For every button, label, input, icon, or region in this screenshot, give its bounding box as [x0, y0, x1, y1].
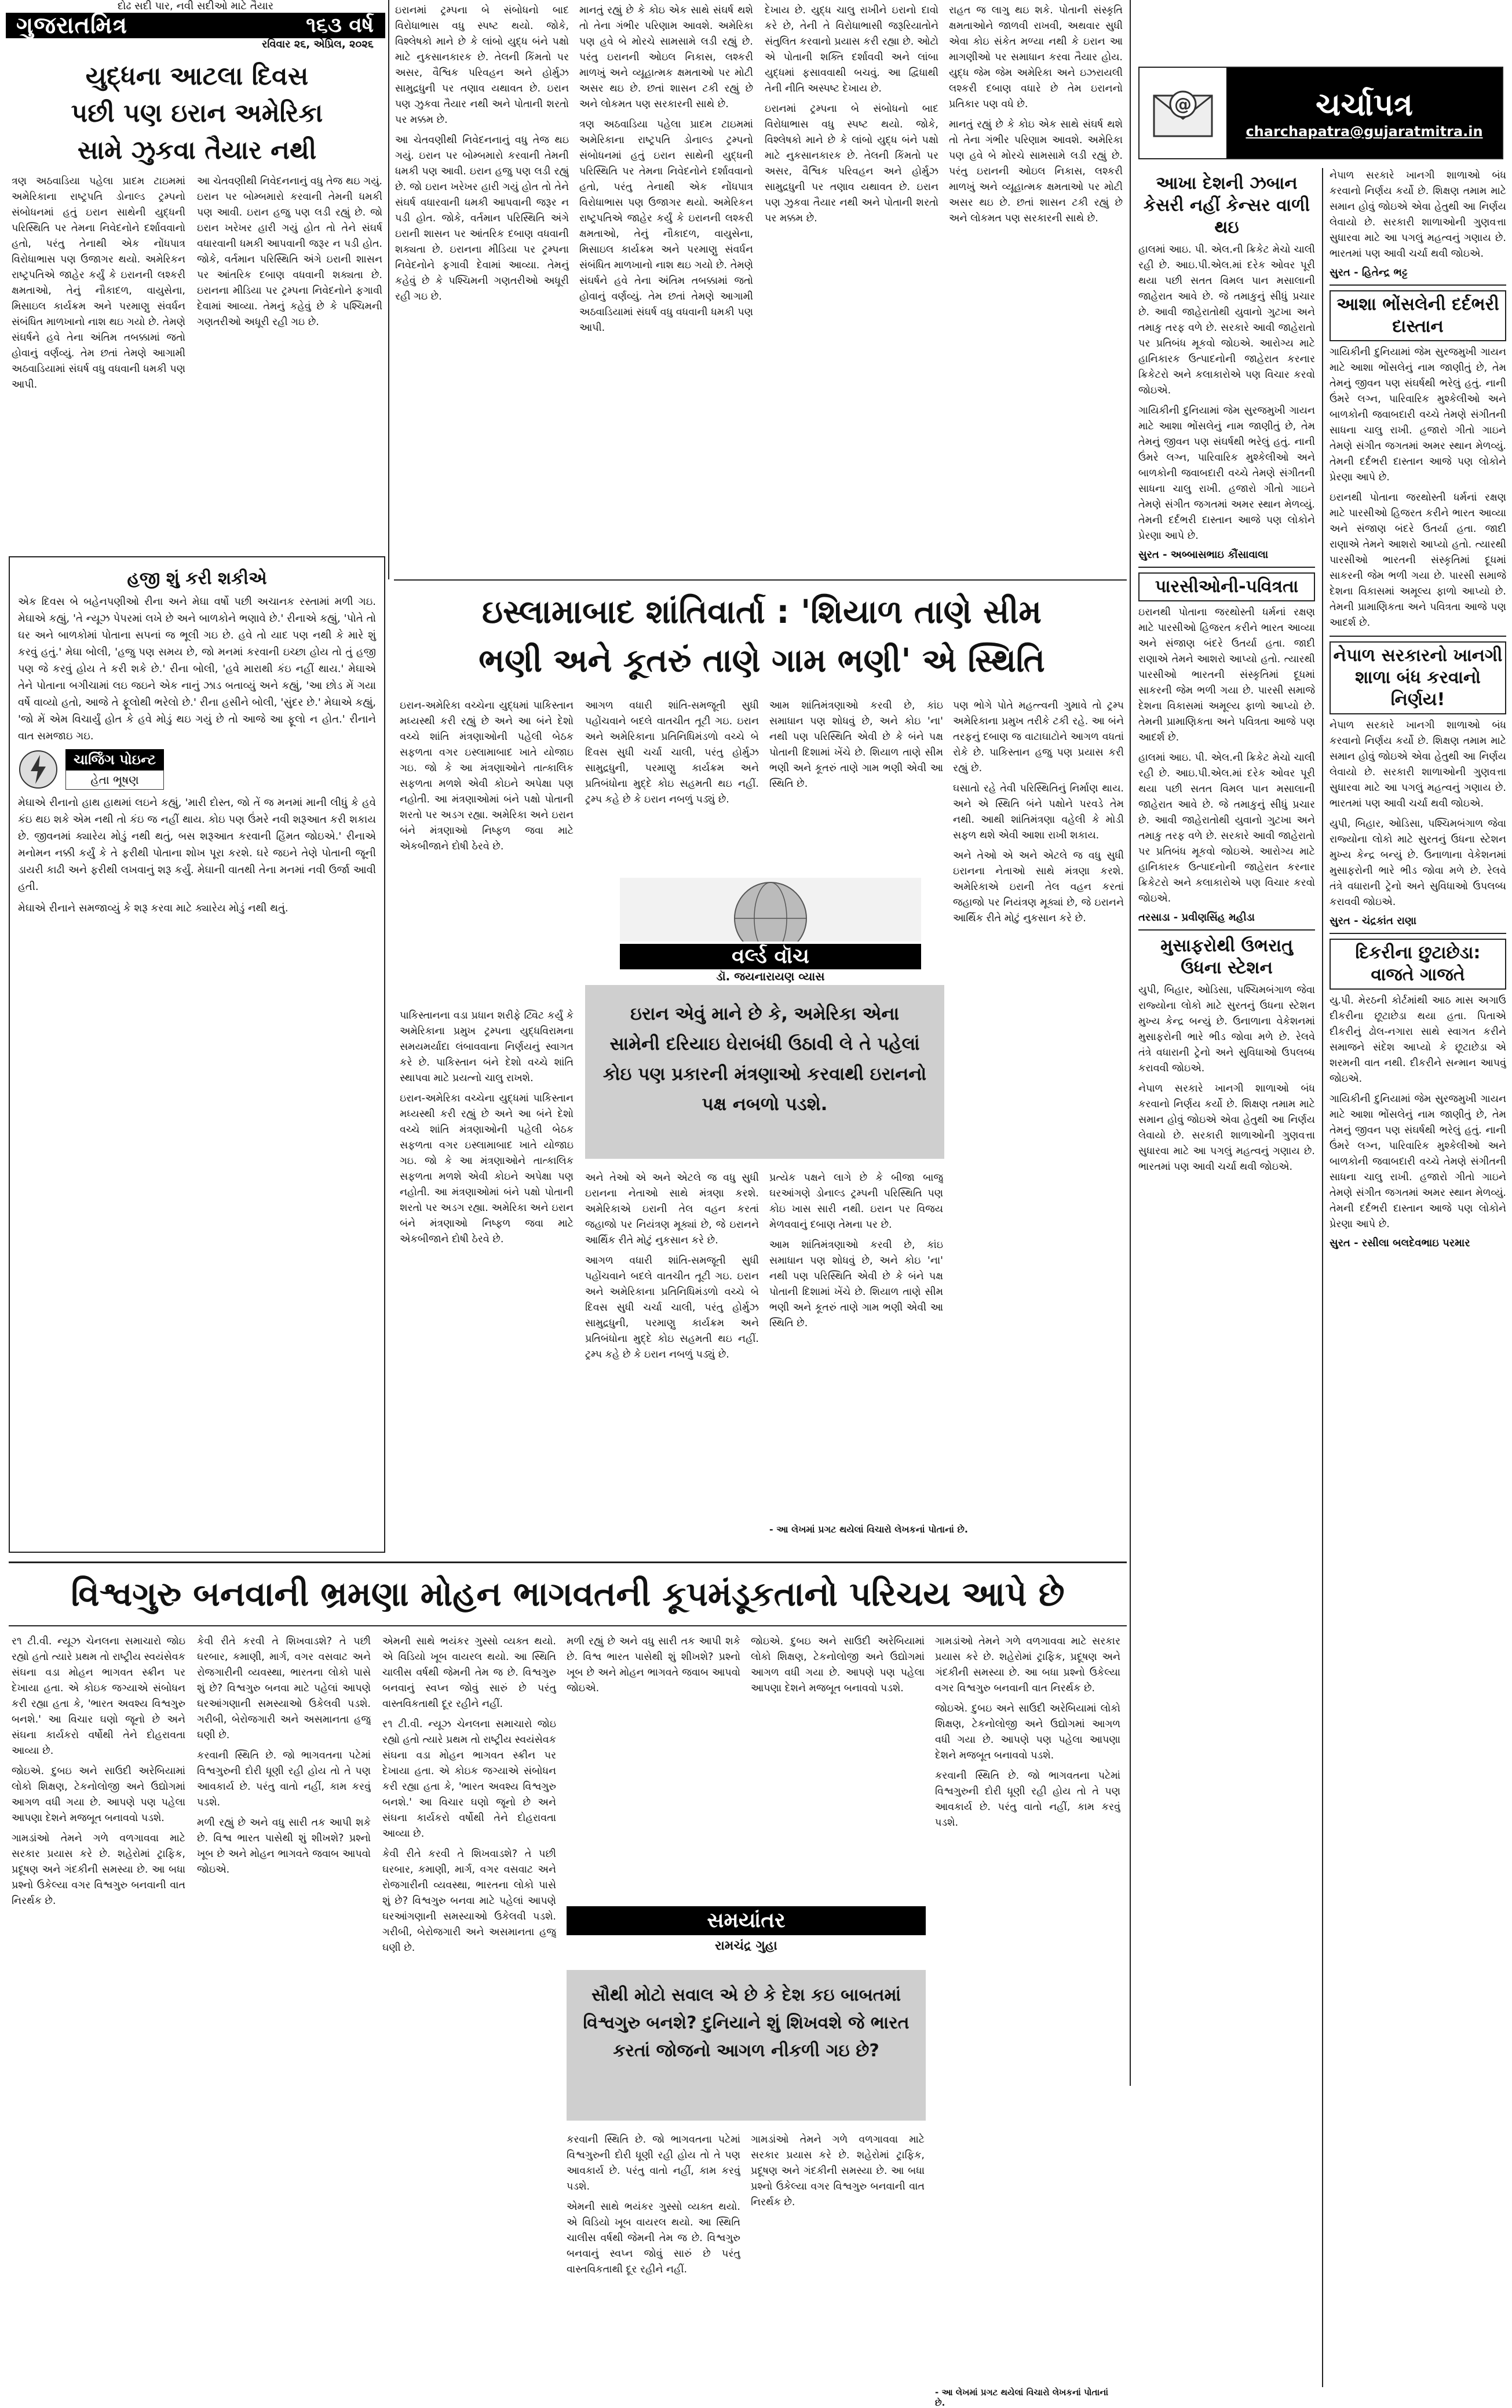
letter5-body-cont: નેપાળ સરકારે ખાનગી શાળાઓ બંધ કરવાનો નિર્ણય કર્યો છે. શિક્ષણ તમામ માટે સમાન હોવું જોઇએ એવા હેતુથી આ નિર્ણય લેવાયો છે. સરકારી શાળાઓની ગુણવત્તા સુધારવા માટે આ પગલું મહત્વનું ગણાય છે. ભારતમાં પણ આવી ચર્ચા થવી જોઇએ. — [1138, 1083, 1315, 1173]
bottom-body-3b: ર૧ ટી.વી. ન્યૂઝ ચેનલના સમાચારો જોઇ રહ્યો હતો ત્યારે પ્રથમ તો રાષ્ટ્રીય સ્વયંસેવક સંઘના વડા મોહન ભાગવત સ્ક્રીન પર દેખાયા હતા. એ કોઇક જગ્યાએ સંબોધન કરી રહ્યા હતા કે, 'ભારત અવશ્ય વિશ્વગુરુ બનશે.' આ વિચાર ઘણો જૂનો છે અને સંઘના કાર્યકરો વર્ષોથી તેને દોહરાવતા આવ્યા છે. — [382, 1719, 556, 1840]
letter6-body-cont: ગાયિકીની દુનિયામાં જેમ સુરજમુખી ગાયન માટે આશા ભોંસલેનું નામ જાણીતું છે, તેમ તેમનું જીવન પણ સંઘર્ષથી ભરેલું હતું. નાની ઉંમરે લગ્ન, પારિવારિક મુશ્કેલીઓ અને બાળકોની જવાબદારી વચ્ચે તેમણે સંગીતની સાધના ચાલુ રાખી. હજારો ગીતો ગાઇને તેમણે સંગીત જગતમાં અમર સ્થાન મેળવ્યું. તેમની દર્દભરી દાસ્તાન આજે પણ લોકોને પ્રેરણા આપે છે. — [1330, 1093, 1506, 1230]
masthead-logo: ગુજરાતમિત્ર — [16, 12, 127, 39]
islamabad-body-1: ઇરાન-અમેરિકા વચ્ચેના યુદ્ધમાં પાકિસ્તાન મધ્યસ્થી કરી રહ્યું છે અને આ બંને દેશો વચ્ચે શાંતિ મંત્રણાઓની પહેલી બેઠક સફળતા વગર ઇસ્લામાબાદ ખાતે યોજાઇ ગઇ. જો કે આ મંત્રણાઓને તાત્કાલિક સફળતા મળશે એવી કોઇને અપેક્ષા પણ નહોતી. આ મંત્રણાઓમાં બંને પક્ષો પોતાની શરતો પર અડગ રહ્યા. અમેરિકા અને ઇરાન બંને મંત્રણાઓ નિષ્ફળ જવા માટે એકબીજાને દોષી ઠેરવે છે. — [400, 700, 574, 852]
bottom-col-3 — [382, 1634, 556, 2399]
letter1-author: સુરત - હિતેન્દ્ર ભટ્ટ — [1330, 267, 1408, 279]
charging-point-block — [18, 749, 376, 790]
letter1-title: આખા દેશની ઝબાન કેસરી નહીં કેન્સર વાળી થઇ — [1143, 173, 1310, 238]
letter4-body: નેપાળ સરકારે ખાનગી શાળાઓ બંધ કરવાનો નિર્ણય કર્યો છે. શિક્ષણ તમામ માટે સમાન હોવું જોઇએ એવા હેતુથી આ નિર્ણય લેવાયો છે. સરકારી શાળાઓની ગુણવત્તા સુધારવા માટે આ પગલું મહત્વનું ગણાય છે. ભારતમાં પણ આવી ચર્ચા થવી જોઇએ. — [1330, 720, 1506, 809]
column-name: ચાર્જિંગ પોઇન્ટ — [65, 749, 164, 770]
samayantar-banner — [567, 1906, 926, 1953]
islamabad-headline — [400, 588, 1124, 685]
lead-body-6: રાહત જ લાગુ થઇ શકે. પોતાની સંસ્કૃતિ ક્ષમતાઓને જાળવી રાખવી, અથવાર સુધી એવા કોઇ સંકેત મળ્યા નથી કે ઇરાન આ માગણીઓ પર સમાધાન કરવા તૈયાર હોય. યુદ્ધ જેમ જેમ અમેરિકા અને ઇઝરાયલી લશ્કરી દબાણ વધારે છે તેમ ઇરાનનો પ્રતિકાર પણ વધે છે. — [949, 5, 1123, 110]
bottom-body-1: ર૧ ટી.વી. ન્યૂઝ ચેનલના સમાચારો જોઇ રહ્યો હતો ત્યારે પ્રથમ તો રાષ્ટ્રીય સ્વયંસેવક સંઘના વડા મોહન ભાગવત સ્ક્રીન પર દેખાયા હતા. એ કોઇક જગ્યાએ સંબોધન કરી રહ્યા હતા કે, 'ભારત અવશ્ય વિશ્વગુરુ બનશે.' આ વિચાર ઘણો જૂનો છે અને સંઘના કાર્યકરો વર્ષોથી તેને દોહરાવતા આવ્યા છે. — [12, 1636, 185, 1757]
lead-body-3b: આ ચેતવણીથી નિવેદનનાનું વધુ તેજ થઇ ગયું. ઇરાન પર બોમ્બમારો કરવાની તેમની ધમકી પણ આવી. ઇરાન હજુ પણ લડી રહ્યું છે. જો ઇરાન ખરેખર હારી ગયું હોત તો તેને સંઘર્ષ વધારવાની ધમકી આપવાની જરૂર ન પડી હોત. જોકે, વર્તમાન પરિસ્થિતિ અંગે ઇરાની શાસન પર આંતરિક દબાણ વધવાની શક્યતા છે. ઇરાનના મીડિયા પર ટ્રમ્પના નિવેદનોને ફગાવી દેવામાં આવ્યા. તેમનું કહેવું છે કે પશ્ચિમની ગણતરીઓ અધૂરી રહી ગઇ છે. — [395, 134, 569, 302]
islamabad-body-6: અને તેઓ એ અને એટલે જ વધુ સુધી ઇરાનના નેતાઓ સાથે મંત્રણા કરશે. અમેરિકાએ ઇરાની તેલ વહન કરતાં જહાજો પર નિયંત્રણ મૂક્યાં છે, જે ઇરાનને આર્થિક રીતે મોટું નુકસાન કરે છે. — [585, 1172, 759, 1246]
bottom-body-8b: જોઇએ. દુબઇ અને સાઉદી અરેબિયામાં લોકો શિક્ષણ, ટેકનોલોજી અને ઉદ્યોગમાં આગળ વધી ગયા છે. આપણે પણ પહેલા આપણા દેશને મજબૂત બનાવવો પડશે. — [935, 1703, 1120, 1761]
bottom-col-5 — [751, 1634, 925, 1895]
islamabad-footnote: - આ લેખમાં પ્રગટ થયેલાં વિચારો લેખકનાં પોતાનાં છે. — [769, 1524, 968, 1535]
bottom-body-7: ગામડાંઓ તેમને ગળે વળગાવવા માટે સરકાર પ્રયાસ કરે છે. શહેરોમાં ટ્રાફિક, પ્રદૂષણ અને ગંદકીની સમસ્યા છે. આ બધા પ્રશ્નો ઉકેલ્યા વગર વિશ્વગુરુ બનવાની વાત નિરર્થક છે. — [751, 2134, 925, 2208]
letter6-body: યુ.પી. મેરઠની કોર્ટમાંથી આઠ માસ અગાઉ દીકરીના છૂટાછેડા થયા હતા. પિતાએ દીકરીનું ઢોલ-નગારા સાથે સ્વાગત કરીને સમાજને સંદેશ આપ્યો કે છૂટાછેડા એ શરમની વાત નથી. દીકરીને સન્માન આપવું જોઇએ. — [1330, 995, 1506, 1085]
islamabad-pull-quote — [585, 985, 944, 1159]
tagline: દોઢ સદી પાર, નવી સદીઓ માટે તૈયાર — [117, 0, 274, 12]
lead-headline-line-2: પછી પણ ઇરાન અમેરિકા — [71, 98, 323, 128]
islamabad-body-7b: આમ શાંતિમંત્રણાઓ કરવી છે, કાંઇ સમાધાન પણ શોધવું છે, અને કોઇ 'ના' નથી પણ પરિસ્થિતિ એવી છે કે બંને પક્ષ પોતાની દિશામાં ખેંચે છે. શિયાળ તાણે સીમ ભણી અને કૂતરું તાણે ગામ ભણી એવી આ સ્થિતિ છે. — [769, 1239, 943, 1329]
letter5-title: મુસાફરોથી ઉભરાતુ ઉધના સ્ટેશન — [1160, 936, 1293, 978]
bottom-body-1c: ગામડાંઓ તેમને ગળે વળગાવવા માટે સરકાર પ્રયાસ કરે છે. શહેરોમાં ટ્રાફિક, પ્રદૂષણ અને ગંદકીની સમસ્યા છે. આ બધા પ્રશ્નો ઉકેલ્યા વગર વિશ્વગુરુ બનવાની વાત નિરર્થક છે. — [12, 1833, 185, 1907]
lead-body-6b: માનતું રહ્યું છે કે કોઇ એક સાથે સંઘર્ષ થશે તો તેના ગંભીર પરિણામ આવશે. અમેરિકા પણ હવે બે મોરચે સામસામે લડી રહ્યું છે. પરંતુ ઇરાનની ઓઇલ નિકાસ, લશ્કરી માળખું અને વ્યૂહાત્મક ક્ષમતાઓ પર મોટી અસર થઇ છે. છતાં શાસન ટકી રહ્યું છે અને લોકમત પણ સરકારની સાથે છે. — [949, 119, 1123, 224]
letter-right-cont: નેપાળ સરકારે ખાનગી શાળાઓ બંધ કરવાનો નિર્ણય કર્યો છે. શિક્ષણ તમામ માટે સમાન હોવું જોઇએ એવા હેતુથી આ નિર્ણય લેવાયો છે. સરકારી શાળાઓની ગુણવત્તા સુધારવા માટે આ પગલું મહત્વનું ગણાય છે. ભારતમાં પણ આવી ચર્ચા થવી જોઇએ. — [1330, 170, 1506, 260]
lead-body-3: ઇરાનમાં ટ્રમ્પના બે સંબોધનો બાદ વિરોધાભાસ વધુ સ્પષ્ટ થયો. જોકે, વિશ્લેષકો માને છે કે લાંબો યુદ્ધ બંને પક્ષો માટે નુકસાનકારક છે. તેલની કિંમતો પર અસર, વૈશ્વિક પરિવહન અને હોર્મુઝ સામુદ્રધુની પર તણાવ યથાવત છે. ઇરાન પણ ઝુકવા તૈયાર નથી અને પોતાની શરતો પર મક્કમ છે. — [395, 5, 569, 126]
haju-box — [9, 556, 385, 1553]
bottom-body-2: કેવી રીતે કરવી તે શિખવાડશે? તે પછી ઘરબાર, કમાણી, માર્ગ, વગર વસવાટ અને રોજગારીની વ્યવસ્થા, ભારતના લોકો પાસે શું છે? વિશ્વગુરુ બનવા માટે પહેલાં આપણે ઘરઆંગણાની સમસ્યાઓ ઉકેલવી પડશે. ગરીબી, બેરોજગારી અને અસમાનતા હજુ ઘણી છે. — [197, 1636, 371, 1741]
letter3-title: પારસીઓની-પવિત્રતા — [1138, 572, 1315, 601]
globe-icon — [620, 878, 921, 942]
islamabad-body-7: પ્રત્યેક પક્ષને લાગે છે કે બીજા બાજુ ઘરઆંગણે ડોનાલ્ડ ટ્રમ્પની પરિસ્થિતિ પણ કોઇ ખાસ સારી નથી. ઇરાન પર વિજય મેળવવાનું દબાણ તેમના પર છે. — [769, 1172, 943, 1231]
charging-point-icon — [18, 749, 59, 790]
bottom-body-5: જોઇએ. દુબઇ અને સાઉદી અરેબિયામાં લોકો શિક્ષણ, ટેકનોલોજી અને ઉદ્યોગમાં આગળ વધી ગયા છે. આપણે પણ પહેલા આપણા દેશને મજબૂત બનાવવો પડશે. — [751, 1636, 925, 1694]
bottom-quote-text: સૌથી મોટો સવાલ એ છે કે દેશ કઇ બાબતમાં વિશ્વગુરુ બનશે? દુનિયાને શું શિખવશે જે ભારત કરતાં જોજનો આગળ નીકળી ગઇ છે? — [583, 1985, 910, 2061]
bottom-body-6b: એમની સાથે ભયંકર ગુસ્સો વ્યક્ત થયો. એ વિડિયો ખૂબ વાયરલ થયો. આ સ્થિતિ ચાલીસ વર્ષથી જેમની તેમ જ છે. વિશ્વગુરુ બનવાનું સ્વપ્ન જોવું સારું છે પરંતુ વાસ્તવિકતાથી દૂર રહીને નહીં. — [567, 2201, 740, 2275]
lead-col-4 — [579, 3, 753, 571]
lead-headline — [17, 58, 377, 169]
charcha-col-right — [1330, 168, 1506, 2387]
world-watch-graphic — [620, 878, 921, 983]
masthead — [6, 0, 385, 52]
islamabad-body-5: પાકિસ્તાનના વડા પ્રધાન શરીફે ટ્વિટ કર્યું કે અમેરિકાના પ્રમુખ ટ્રમ્પના યુદ્ધવિરામના સમયમર્યાદા લંબાવવાના નિર્ણયનું સ્વાગત કરે છે. પાકિસ્તાન બંને દેશો વચ્ચે શાંતિ સ્થાપવા માટે પ્રયત્નો ચાલુ રાખશે. — [400, 1010, 574, 1084]
lead-body-4b: ત્રણ અઠવાડિયા પહેલા પ્રાદમ ટાઇમમાં અમેરિકાના રાષ્ટ્રપતિ ડોનાલ્ડ ટ્રમ્પનો સંબોધનમાં હતું ઇરાન સાથેની યુદ્ધની પરિસ્થિતિ પર તેમના નિવેદનોને દર્શાવવાનો હતો, પરંતુ તેનાથી એક નોંધપાત્ર વિરોધાભાસ પણ ઉજાગર થયો. અમેરિકન રાષ્ટ્રપતિએ જાહેર કર્યું કે ઇરાનની લશ્કરી ક્ષમતાઓ, તેનું નૌકાદળ, વાયુસેના, મિસાઇલ કાર્યક્રમ અને પરમાણુ સંવર્ધન સંબંધિત માળખાનો નાશ થઇ ગયો છે. તેમણે સંઘર્ષને હવે તેના અંતિમ તબક્કામાં જતો હોવાનું વર્ણવ્યું. તેમ છતાં તેમણે આગામી અઠવાડિયામાં સંઘર્ષ વધુ વધવાની ધમકી પણ આપી. — [579, 119, 753, 334]
bottom-col-8 — [935, 1634, 1120, 2387]
islamabad-col-6 — [585, 1170, 759, 1541]
charcha-title: ચર્ચાપત્ર — [1316, 86, 1413, 123]
letter2-title: આશા ભોંસલેની દર્દભરી દાસ્તાન — [1330, 290, 1506, 341]
bottom-col-2 — [197, 1634, 371, 2399]
lead-col-3 — [395, 3, 569, 571]
letter2-author: સુરત - અબ્બાસભાઇ કૌંસાવાલા — [1138, 549, 1269, 561]
lead-body-2: આ ચેતવણીથી નિવેદનનાનું વધુ તેજ થઇ ગયું. ઇરાન પર બોમ્બમારો કરવાની તેમની ધમકી પણ આવી. ઇરાન હજુ પણ લડી રહ્યું છે. જો ઇરાન ખરેખર હારી ગયું હોત તો તેને સંઘર્ષ વધારવાની ધમકી આપવાની જરૂર ન પડી હોત. જોકે, વર્તમાન પરિસ્થિતિ અંગે ઇરાની શાસન પર આંતરિક દબાણ વધવાની શક્યતા છે. ઇરાનના મીડિયા પર ટ્રમ્પના નિવેદનોને ફગાવી દેવામાં આવ્યા. તેમનું કહેવું છે કે પશ્ચિમની ગણતરીઓ અધૂરી રહી ગઇ છે. — [197, 176, 382, 328]
samayantar-author: રામચંદ્ર ગુહા — [715, 1939, 777, 1953]
world-watch-title: વર્લ્ડ વૉચ — [620, 944, 921, 969]
lead-col-1 — [12, 174, 185, 545]
letter1-body-cont: ગાયિકીની દુનિયામાં જેમ સુરજમુખી ગાયન માટે આશા ભોંસલેનું નામ જાણીતું છે, તેમ તેમનું જીવન પણ સંઘર્ષથી ભરેલું હતું. નાની ઉંમરે લગ્ન, પારિવારિક મુશ્કેલીઓ અને બાળકોની જવાબદારી વચ્ચે તેમણે સંગીતની સાધના ચાલુ રાખી. હજારો ગીતો ગાઇને તેમણે સંગીત જગતમાં અમર સ્થાન મેળવ્યું. તેમની દર્દભરી દાસ્તાન આજે પણ લોકોને પ્રેરણા આપે છે. — [1138, 405, 1315, 542]
letter3-author: તરસાડા - પ્રવીણસિંહ મહીડા — [1138, 911, 1255, 924]
lead-col-2 — [197, 174, 382, 545]
islamabad-col-7 — [769, 1170, 943, 1518]
islamabad-body-6b: આગળ વધારી શાંતિ-સમજૂતી સુધી પહોંચવાને બદલે વાતચીત તૂટી ગઇ. ઇરાન અને અમેરિકાના પ્રતિનિધિમંડળો વચ્ચે બે દિવસ સુધી ચર્ચા ચાલી, પરંતુ હોર્મુઝ સામુદ્રધુની, પરમાણુ કાર્યક્રમ અને પ્રતિબંધોના મુદ્દે કોઇ સહમતી થઇ નહીં. ટ્રમ્પ કહે છે કે ઇરાન નબળું પડ્યું છે. — [585, 1255, 759, 1360]
charcha-email[interactable]: charchapatra@gujaratmitra.in — [1246, 123, 1483, 140]
world-watch-author: ડૉ. જયનારાયણ વ્યાસ — [716, 969, 825, 983]
bottom-footnote: - આ લેખમાં પ્રગટ થયેલાં વિચારો લેખકનાં પોતાનાં છે. — [935, 2387, 1108, 2408]
bottom-headline: વિશ્વગુરુ બનવાની ભ્રમણા મોહન ભાગવતની કૂપમંડૂકતાનો પરિચય આપે છે — [71, 1574, 1065, 1614]
letter4-author: સુરત - ચંદ્રકાંત રાણા — [1330, 915, 1417, 927]
svg-text:@: @ — [1174, 94, 1192, 115]
bottom-col-6 — [567, 2132, 740, 2399]
bottom-body-4: મળી રહ્યું છે અને વધુ સારી તક આપી શકે છે. વિશ્વ ભારત પાસેથી શું શીખશે? પ્રશ્નો ખૂબ છે અને મોહન ભાગવતે જવાબ આપવો જોઇએ. — [567, 1636, 740, 1694]
lead-col-5 — [765, 3, 938, 571]
islamabad-col-2 — [585, 698, 759, 872]
charcha-header — [1138, 67, 1503, 159]
islamabad-body-4c: અને તેઓ એ અને એટલે જ વધુ સુધી ઇરાનના નેતાઓ સાથે મંત્રણા કરશે. અમેરિકાએ ઇરાની તેલ વહન કરતાં જહાજો પર નિયંત્રણ મૂક્યાં છે, જે ઇરાનને આર્થિક રીતે મોટું નુકસાન કરે છે. — [953, 850, 1124, 924]
bottom-body-2c: મળી રહ્યું છે અને વધુ સારી તક આપી શકે છે. વિશ્વ ભારત પાસેથી શું શીખશે? પ્રશ્નો ખૂબ છે અને મોહન ભાગવતે જવાબ આપવો જોઇએ. — [197, 1817, 371, 1876]
islamabad-body-3: આમ શાંતિમંત્રણાઓ કરવી છે, કાંઇ સમાધાન પણ શોધવું છે, અને કોઇ 'ના' નથી પણ પરિસ્થિતિ એવી છે કે બંને પક્ષ પોતાની દિશામાં ખેંચે છે. શિયાળ તાણે સીમ ભણી અને કૂતરું તાણે ગામ ભણી એવી આ સ્થિતિ છે. — [769, 700, 943, 790]
bottom-col-7 — [751, 2132, 925, 2376]
letter2-body: ગાયિકીની દુનિયામાં જેમ સુરજમુખી ગાયન માટે આશા ભોંસલેનું નામ જાણીતું છે, તેમ તેમનું જીવન પણ સંઘર્ષથી ભરેલું હતું. નાની ઉંમરે લગ્ન, પારિવારિક મુશ્કેલીઓ અને બાળકોની જવાબદારી વચ્ચે તેમણે સંગીતની સાધના ચાલુ રાખી. હજારો ગીતો ગાઇને તેમણે સંગીત જગતમાં અમર સ્થાન મેળવ્યું. તેમની દર્દભરી દાસ્તાન આજે પણ લોકોને પ્રેરણા આપે છે. — [1330, 346, 1506, 483]
islamabad-col-3 — [769, 698, 943, 872]
pull-quote-text: ઇરાન એવું માને છે કે, અમેરિકા એના સામેની દરિયાઇ ઘેરાબંધી ઉઠાવી લે તે પહેલાં કોઇ પણ પ્રકારની મંત્રણાઓ કરવાથી ઇરાનનો પક્ષ નબળો પડશે. — [602, 1004, 927, 1115]
haju-footer: મેઘાએ રીનાને સમજાવ્યું કે શરૂ કરવા માટે ક્યારેય મોડું નથી થતું. — [18, 902, 288, 914]
lead-body-5b: ઇરાનમાં ટ્રમ્પના બે સંબોધનો બાદ વિરોધાભાસ વધુ સ્પષ્ટ થયો. જોકે, વિશ્લેષકો માને છે કે લાંબો યુદ્ધ બંને પક્ષો માટે નુકસાનકારક છે. તેલની કિંમતો પર અસર, વૈશ્વિક પરિવહન અને હોર્મુઝ સામુદ્રધુની પર તણાવ યથાવત છે. ઇરાન પણ ઝુકવા તૈયાર નથી અને પોતાની શરતો પર મક્કમ છે. — [765, 103, 938, 224]
islamabad-col-5 — [400, 1008, 574, 1541]
letter3-body: ઇરાનથી પોતાના જરથોસ્તી ધર્મનાં રક્ષણ માટે પારસીઓ હિજરત કરીને ભારત આવ્યા અને સંજાણ બંદરે ઉતર્યા હતા. જાદી રાણાએ તેમને આશરો આપ્યો હતો. ત્યારથી પારસીઓ ભારતની સંસ્કૃતિમાં દૂધમાં સાકરની જેમ ભળી ગયા છે. પારસી સમાજે દેશના વિકાસમાં અમૂલ્ય ફાળો આપ્યો છે. તેમની પ્રામાણિકતા અને પવિત્રતા આજે પણ આદર્શ છે. — [1138, 607, 1315, 743]
letter1-body: હાલમાં આઇ. પી. એલ.ની ક્રિકેટ મેચો ચાલી રહી છે. આઇ.પી.એલ.માં દરેક ઓવર પૂરી થયા પછી સતત વિમલ પાન મસાલાની જાહેરાત આવે છે. જે તમાકુનું સીધું પ્રચાર છે. આવી જાહેરાતોથી યુવાનો ગુટખા અને તમાકુ તરફ વળે છે. સરકારે આવી જાહેરાતો પર પ્રતિબંધ મૂકવો જોઇએ. આરોગ્ય માટે હાનિકારક ઉત્પાદનોની જાહેરાત કરનાર ક્રિકેટરો અને કલાકારોએ પણ વિચાર કરવો જોઇએ. — [1138, 244, 1315, 396]
columnist-name: હેતા ભૂષણ — [65, 770, 164, 790]
lead-col-6 — [949, 3, 1123, 571]
bottom-pull-quote — [567, 1970, 926, 2121]
bottom-body-6: કરવાની સ્થિતિ છે. જો ભાગવતના પટેમાં વિશ્વગુરુની દોરી ધૂણી રહી હોય તો તે પણ આવકાર્ય છે. પરંતુ વાતો નહીં, કામ કરવું પડશે. — [567, 2134, 740, 2192]
islamabad-body-4: પણ ભોગે પોતે મહત્ત્વની ગુમાવે તો ટ્રમ્પ અમેરિકાના પ્રમુખ તરીકે ટકી રહે. આ બંને તરફનું દબાણ જ વાટાઘાટોને આગળ વધતાં રોકે છે. પાકિસ્તાન હજુ પણ પ્રયાસ કરી રહ્યું છે. — [953, 700, 1124, 774]
lead-body-4: માનતું રહ્યું છે કે કોઇ એક સાથે સંઘર્ષ થશે તો તેના ગંભીર પરિણામ આવશે. અમેરિકા પણ હવે બે મોરચે સામસામે લડી રહ્યું છે. પરંતુ ઇરાનની ઓઇલ નિકાસ, લશ્કરી માળખું અને વ્યૂહાત્મક ક્ષમતાઓ પર મોટી અસર થઇ છે. છતાં શાસન ટકી રહ્યું છે અને લોકમત પણ સરકારની સાથે છે. — [579, 5, 753, 110]
bottom-body-8c: કરવાની સ્થિતિ છે. જો ભાગવતના પટેમાં વિશ્વગુરુની દોરી ધૂણી રહી હોય તો તે પણ આવકાર્ય છે. પરંતુ વાતો નહીં, કામ કરવું પડશે. — [935, 1770, 1120, 1829]
islamabad-col-4 — [953, 698, 1124, 1544]
bottom-body-8: ગામડાંઓ તેમને ગળે વળગાવવા માટે સરકાર પ્રયાસ કરે છે. શહેરોમાં ટ્રાફિક, પ્રદૂષણ અને ગંદકીની સમસ્યા છે. આ બધા પ્રશ્નો ઉકેલ્યા વગર વિશ્વગુરુ બનવાની વાત નિરર્થક છે. — [935, 1636, 1120, 1694]
bottom-body-3c: કેવી રીતે કરવી તે શિખવાડશે? તે પછી ઘરબાર, કમાણી, માર્ગ, વગર વસવાટ અને રોજગારીની વ્યવસ્થા, ભારતના લોકો પાસે શું છે? વિશ્વગુરુ બનવા માટે પહેલાં આપણે ઘરઆંગણાની સમસ્યાઓ ઉકેલવી પડશે. ગરીબી, બેરોજગારી અને અસમાનતા હજુ ઘણી છે. — [382, 1848, 556, 1954]
letter4-body-cont: યુપી, બિહાર, ઓડિસા, પશ્ચિમબંગાળ જેવા રાજ્યોના લોકો માટે સુરતનું ઉધના સ્ટેશન મુખ્ય કેન્દ્ર બન્યું છે. ઉનાળાના વેકેશનમાં મુસાફરોની ભારે ભીડ જોવા મળે છે. રેલવે તંત્રે વધારાની ટ્રેનો અને સુવિધાઓ ઉપલબ્ધ કરાવવી જોઇએ. — [1330, 818, 1506, 908]
letter6-title: દિકરીના છુટાછેડા: વાજતે ગાજતે — [1330, 939, 1506, 990]
lead-body-1: ત્રણ અઠવાડિયા પહેલા પ્રાદમ ટાઇમમાં અમેરિકાના રાષ્ટ્રપતિ ડોનાલ્ડ ટ્રમ્પનો સંબોધનમાં હતું ઇરાન સાથેની યુદ્ધની પરિસ્થિતિ પર તેમના નિવેદનોને દર્શાવવાનો હતો, પરંતુ તેનાથી એક નોંધપાત્ર વિરોધાભાસ પણ ઉજાગર થયો. અમેરિકન રાષ્ટ્રપતિએ જાહેર કર્યું કે ઇરાનની લશ્કરી ક્ષમતાઓ, તેનું નૌકાદળ, વાયુસેના, મિસાઇલ કાર્યક્રમ અને પરમાણુ સંવર્ધન સંબંધિત માળખાનો નાશ થઇ ગયો છે. તેમણે સંઘર્ષને હવે તેના અંતિમ તબક્કામાં જતો હોવાનું વર્ણવ્યું. તેમ છતાં તેમણે આગામી અઠવાડિયામાં સંઘર્ષ વધુ વધવાની ધમકી પણ આપી. — [12, 176, 185, 391]
letter4-title: નેપાળ સરકારનો ખાનગી શાળા બંધ કરવાનો નિર્ણય! — [1330, 641, 1506, 714]
email-icon — [1140, 68, 1226, 158]
letter6-author: સુરત - રસીલા બલદેવભાઇ પરમાર — [1330, 1237, 1470, 1249]
haju-body-2: મેઘાએ રીનાનો હાથ હાથમાં લઇને કહ્યું, 'મારી દોસ્ત, જો તેં જ મનમાં માની લીધું કે હવે કંઇ થઇ શકે એમ નથી તો કંઇ જ નહીં થાય. કોઇ પણ ઉંમરે નવી શરૂઆત કરી શકાય છે. જીવનમાં ક્યારેય મોડું નથી થતું, બસ શરૂઆત કરવાની હિંમત જોઇએ.' રીનાએ મનોમન નક્કી કર્યું કે તે ફરીથી પોતાના શોખ પૂરા કરશે. ઘરે જઇને તેણે પોતાની જૂની ડાયરી કાઢી અને ફરીથી લખવાનું શરૂ કર્યું. મેઘાની વાતથી તેના મનમાં નવી ઉર્જા આવી હતી. — [18, 797, 376, 893]
islamabad-headline-line-2: ભણી અને કૂતરું તાણે ગામ ભણી' એ સ્થિતિ — [479, 642, 1045, 680]
years-badge: ૧૬૩ વર્ષ — [306, 13, 374, 37]
lead-headline-line-1: યુદ્ધના આટલા દિવસ — [85, 61, 309, 91]
islamabad-body-5b: ઇરાન-અમેરિકા વચ્ચેના યુદ્ધમાં પાકિસ્તાન મધ્યસ્થી કરી રહ્યું છે અને આ બંને દેશો વચ્ચે શાંતિ મંત્રણાઓની પહેલી બેઠક સફળતા વગર ઇસ્લામાબાદ ખાતે યોજાઇ ગઇ. જો કે આ મંત્રણાઓને તાત્કાલિક સફળતા મળશે એવી કોઇને અપેક્ષા પણ નહોતી. આ મંત્રણાઓમાં બંને પક્ષો પોતાની શરતો પર અડગ રહ્યા. અમેરિકા અને ઇરાન બંને મંત્રણાઓ નિષ્ફળ જવા માટે એકબીજાને દોષી ઠેરવે છે. — [400, 1093, 574, 1245]
islamabad-body-4b: ઘસાતો રહે તેવી પરિસ્થિતિનું નિર્માણ થાય. અને એ સ્થિતિ બંને પક્ષોને પરવડે તેમ નથી. આથી શાંતિમંત્રણા વહેલી કે મોડી સફળ થશે એવી આશા રાખી શકાય. — [953, 783, 1124, 841]
letter5-body: યુપી, બિહાર, ઓડિસા, પશ્ચિમબંગાળ જેવા રાજ્યોના લોકો માટે સુરતનું ઉધના સ્ટેશન મુખ્ય કેન્દ્ર બન્યું છે. ઉનાળાના વેકેશનમાં મુસાફરોની ભારે ભીડ જોવા મળે છે. રેલવે તંત્રે વધારાની ટ્રેનો અને સુવિધાઓ ઉપલબ્ધ કરાવવી જોઇએ. — [1138, 984, 1315, 1074]
islamabad-headline-line-1: ઇસ્લામાબાદ શાંતિવાર્તા : 'શિયાળ તાણે સીમ — [482, 593, 1042, 631]
islamabad-body-2: આગળ વધારી શાંતિ-સમજૂતી સુધી પહોંચવાને બદલે વાતચીત તૂટી ગઇ. ઇરાન અને અમેરિકાના પ્રતિનિધિમંડળો વચ્ચે બે દિવસ સુધી ચર્ચા ચાલી, પરંતુ હોર્મુઝ સામુદ્રધુની, પરમાણુ કાર્યક્રમ અને પ્રતિબંધોના મુદ્દે કોઇ સહમતી થઇ નહીં. ટ્રમ્પ કહે છે કે ઇરાન નબળું પડ્યું છે. — [585, 700, 759, 805]
charcha-col-left — [1138, 168, 1315, 2387]
lead-headline-line-3: સામે ઝુકવા તૈયાર નથી — [77, 136, 317, 165]
haju-body: એક દિવસ બે બહેનપણીઓ રીના અને મેઘા વર્ષો પછી અચાનક રસ્તામાં મળી ગઇ. મેઘાએ કહ્યું, 'તે ન્યૂઝ પેપરમાં લખે છે અને બાળકોને ભણાવે છે.' રીનાએ કહ્યું, 'પોતે તો ઘર અને બાળકોમાં પોતાના સપનાં જ ભૂલી ગઇ છે. હવે તો યાદ પણ નથી કે મારે શું કરવું હતું.' મેઘા બોલી, 'હજુ પણ સમય છે, જો મનમાં કરવાની ઇચ્છા હોય તો તું હજી પણ જે કરવું હોય તે કરી શકે છે.' રીના બોલી, 'હવે મારાથી કંઇ નહીં થાય.' મેઘાએ તેને પોતાના બગીચામાં લઇ જઇને એક નાનું ઝાડ બતાવ્યું અને કહ્યું, 'આ છોડ મેં ગયા વર્ષે વાવ્યો હતો, આજે તે ફૂલોથી ભરેલો છે.' રીના હસીને બોલી, 'સુંદર છે.' મેઘાએ કહ્યું, 'જો મેં એમ વિચાર્યું હોત કે હવે મોડું થઇ ગયું છે તો આજે આ ફૂલો ન હોત.' રીનાને વાત સમજાઇ ગઇ. — [18, 596, 376, 742]
bottom-col-4 — [567, 1634, 740, 1895]
bottom-col-1 — [12, 1634, 185, 2399]
lead-body-5: દેખાય છે. યુદ્ધ ચાલુ રાખીને ઇરાનો દાવો કરે છે, તેની તે વિરોધાભાસી જરૂરિયાતોને સંતુલિત કરવાનો પ્રયાસ કરી રહ્યા છે. ઓટો એ પોતાની શક્તિ દર્શાવવી અને લાંબા યુદ્ધમાં ફસાવવાથી બચવું. આ દ્વિધાથી તેની નીતિ અસ્પષ્ટ દેખાય છે. — [765, 5, 938, 94]
letter2-body-cont: ઇરાનથી પોતાના જરથોસ્તી ધર્મનાં રક્ષણ માટે પારસીઓ હિજરત કરીને ભારત આવ્યા અને સંજાણ બંદરે ઉતર્યા હતા. જાદી રાણાએ તેમને આશરો આપ્યો હતો. ત્યારથી પારસીઓ ભારતની સંસ્કૃતિમાં દૂધમાં સાકરની જેમ ભળી ગયા છે. પારસી સમાજે દેશના વિકાસમાં અમૂલ્ય ફાળો આપ્યો છે. તેમની પ્રામાણિકતા અને પવિત્રતા આજે પણ આદર્શ છે. — [1330, 492, 1506, 629]
letter3-body-cont: હાલમાં આઇ. પી. એલ.ની ક્રિકેટ મેચો ચાલી રહી છે. આઇ.પી.એલ.માં દરેક ઓવર પૂરી થયા પછી સતત વિમલ પાન મસાલાની જાહેરાત આવે છે. જે તમાકુનું સીધું પ્રચાર છે. આવી જાહેરાતોથી યુવાનો ગુટખા અને તમાકુ તરફ વળે છે. સરકારે આવી જાહેરાતો પર પ્રતિબંધ મૂકવો જોઇએ. આરોગ્ય માટે હાનિકારક ઉત્પાદનોની જાહેરાત કરનાર ક્રિકેટરો અને કલાકારોએ પણ વિચાર કરવો જોઇએ. — [1138, 752, 1315, 904]
bottom-body-2b: કરવાની સ્થિતિ છે. જો ભાગવતના પટેમાં વિશ્વગુરુની દોરી ધૂણી રહી હોય તો તે પણ આવકાર્ય છે. પરંતુ વાતો નહીં, કામ કરવું પડશે. — [197, 1750, 371, 1808]
samayantar-title: સમયાંતર — [567, 1906, 926, 1935]
bottom-body-1b: જોઇએ. દુબઇ અને સાઉદી અરેબિયામાં લોકો શિક્ષણ, ટેકનોલોજી અને ઉદ્યોગમાં આગળ વધી ગયા છે. આપણે પણ પહેલા આપણા દેશને મજબૂત બનાવવો પડશે. — [12, 1765, 185, 1824]
haju-title: હજી શું કરી શકીએ — [127, 568, 267, 589]
issue-date: રવિવાર ૨૬, એપ્રિલ, ૨૦૨૬ — [261, 38, 374, 50]
islamabad-col-1 — [400, 698, 574, 999]
bottom-body-3: એમની સાથે ભયંકર ગુસ્સો વ્યક્ત થયો. એ વિડિયો ખૂબ વાયરલ થયો. આ સ્થિતિ ચાલીસ વર્ષથી જેમની તેમ જ છે. વિશ્વગુરુ બનવાનું સ્વપ્ન જોવું સારું છે પરંતુ વાસ્તવિકતાથી દૂર રહીને નહીં. — [382, 1636, 556, 1710]
